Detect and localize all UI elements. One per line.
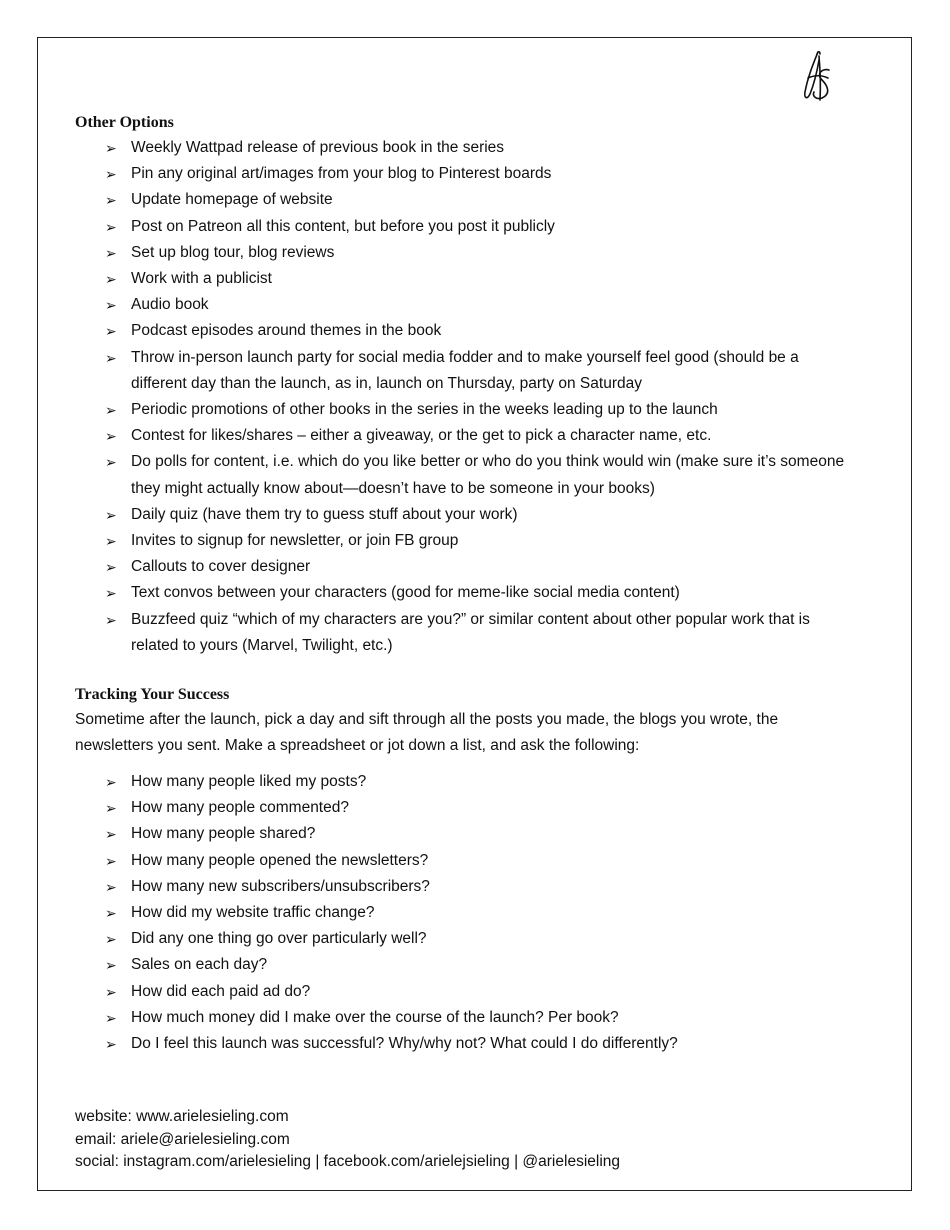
arrowhead-bullet-icon: ➢	[105, 506, 117, 523]
arrowhead-bullet-icon: ➢	[105, 166, 117, 183]
list-item-text: Callouts to cover designer	[131, 558, 311, 576]
arrowhead-bullet-icon: ➢	[105, 852, 117, 869]
list-item-text: How did each paid ad do?	[131, 982, 311, 1000]
list-item-text: How many people commented?	[131, 799, 349, 817]
list-item	[75, 795, 845, 821]
arrowhead-bullet-icon: ➢	[105, 774, 117, 791]
list-item-text: Did any one thing go over particularly well?	[131, 930, 427, 948]
list-item	[75, 266, 845, 292]
arrowhead-bullet-icon: ➢	[105, 931, 117, 948]
list-item	[75, 554, 845, 580]
list-item-text: Update homepage of website	[131, 191, 333, 209]
other-options-heading: Other Options	[75, 114, 174, 131]
list-item-text: How many people opened the newsletters?	[131, 851, 429, 869]
arrowhead-bullet-icon: ➢	[105, 957, 117, 974]
list-item-text: How many people liked my posts?	[131, 773, 367, 791]
list-item	[75, 161, 845, 187]
list-item-text: Invites to signup for newsletter, or join FB group	[131, 532, 459, 550]
arrowhead-bullet-icon: ➢	[105, 140, 117, 156]
contact-footer	[75, 1106, 620, 1174]
list-item-text: How much money did I make over the course of the launch? Per book?	[131, 1008, 619, 1026]
arrowhead-bullet-icon: ➢	[105, 585, 117, 602]
arrowhead-bullet-icon: ➢	[105, 402, 117, 419]
list-item	[75, 135, 845, 161]
list-item	[75, 1005, 845, 1031]
arrowhead-bullet-icon: ➢	[105, 454, 117, 471]
list-item	[75, 240, 845, 266]
list-item-text: Sales on each day?	[131, 956, 268, 974]
arrowhead-bullet-icon: ➢	[105, 192, 117, 209]
list-item	[75, 848, 845, 874]
other-options-list	[75, 135, 845, 659]
list-item-text: Buzzfeed quiz “which of my characters are you?” or similar content about other popular work that is related to yours (Marvel, Twilight, etc.)	[131, 610, 810, 654]
list-item	[75, 900, 845, 926]
list-item-text: Audio book	[131, 296, 209, 314]
document-body	[75, 111, 845, 1057]
arrowhead-bullet-icon: ➢	[105, 826, 117, 843]
tracking-questions-list	[75, 769, 845, 1057]
list-item-text: How many new subscribers/unsubscribers?	[131, 877, 430, 895]
list-item	[75, 979, 845, 1005]
list-item-text: Text convos between your characters (good for meme-like social media content)	[131, 584, 680, 602]
list-item	[75, 926, 845, 952]
tracking-intro: Sometime after the launch, pick a day and sift through all the posts you made, the blogs you wrote, the newsletters you sent. Make a spreadsheet or jot down a list, and ask the following:	[75, 711, 779, 755]
list-item-text: How did my website traffic change?	[131, 904, 375, 922]
arrowhead-bullet-icon: ➢	[105, 428, 117, 445]
footer-social: social: instagram.com/arielesieling | facebook.com/arielejsieling | @arielesieling	[75, 1153, 621, 1170]
list-item	[75, 214, 845, 240]
list-item	[75, 952, 845, 978]
author-monogram-logo	[798, 48, 838, 106]
arrowhead-bullet-icon: ➢	[105, 349, 117, 366]
arrowhead-bullet-icon: ➢	[105, 1009, 117, 1026]
list-item	[75, 769, 845, 795]
list-item-text: Post on Patreon all this content, but before you post it publicly	[131, 217, 555, 235]
list-item	[75, 821, 845, 847]
list-item-text: Do polls for content, i.e. which do you like better or who do you think would win (make sure it’s someone they might actually know about—doesn’t have to be someone in your books)	[131, 453, 845, 497]
arrowhead-bullet-icon: ➢	[105, 271, 117, 288]
arrowhead-bullet-icon: ➢	[105, 983, 117, 1000]
list-item	[75, 187, 845, 213]
arrowhead-bullet-icon: ➢	[105, 1036, 117, 1053]
list-item	[75, 1031, 845, 1057]
list-item	[75, 292, 845, 318]
arrowhead-bullet-icon: ➢	[105, 559, 117, 576]
arrowhead-bullet-icon: ➢	[105, 905, 117, 922]
list-item	[75, 580, 845, 606]
list-item	[75, 607, 845, 659]
footer-email: email: ariele@arielesieling.com	[75, 1130, 290, 1148]
list-item-text: Daily quiz (have them try to guess stuff about your work)	[131, 505, 518, 523]
arrowhead-bullet-icon: ➢	[105, 297, 117, 314]
list-item	[75, 397, 845, 423]
arrowhead-bullet-icon: ➢	[105, 611, 117, 628]
list-item-text: Set up blog tour, blog reviews	[131, 243, 335, 261]
list-item	[75, 423, 845, 449]
list-item-text: Pin any original art/images from your blog to Pinterest boards	[131, 165, 552, 183]
list-item-text: Contest for likes/shares – either a giveaway, or the get to pick a character name, etc.	[131, 427, 712, 445]
arrowhead-bullet-icon: ➢	[105, 800, 117, 817]
list-item	[75, 345, 845, 397]
list-item	[75, 874, 845, 900]
arrowhead-bullet-icon: ➢	[105, 878, 117, 895]
arrowhead-bullet-icon: ➢	[105, 323, 117, 340]
arrowhead-bullet-icon: ➢	[105, 244, 117, 261]
arrowhead-bullet-icon: ➢	[105, 533, 117, 550]
list-item-text: Periodic promotions of other books in the series in the weeks leading up to the launch	[131, 401, 718, 419]
list-item	[75, 502, 845, 528]
list-item-text: Podcast episodes around themes in the book	[131, 322, 442, 340]
list-item-text: How many people shared?	[131, 825, 316, 843]
list-item-text: Weekly Wattpad release of previous book in the series	[131, 139, 505, 156]
list-item	[75, 528, 845, 554]
tracking-heading: Tracking Your Success	[75, 686, 230, 704]
footer-website: website: www.arielesieling.com	[75, 1108, 289, 1125]
list-item-text: Do I feel this launch was successful? Why/why not? What could I do differently?	[131, 1035, 678, 1053]
list-item	[75, 449, 845, 501]
list-item	[75, 318, 845, 344]
list-item-text: Throw in-person launch party for social media fodder and to make yourself feel good (should be a different day than the launch, as in, launch on Thursday, party on Saturday	[131, 348, 799, 392]
list-item-text: Work with a publicist	[131, 270, 272, 288]
arrowhead-bullet-icon: ➢	[105, 218, 117, 235]
